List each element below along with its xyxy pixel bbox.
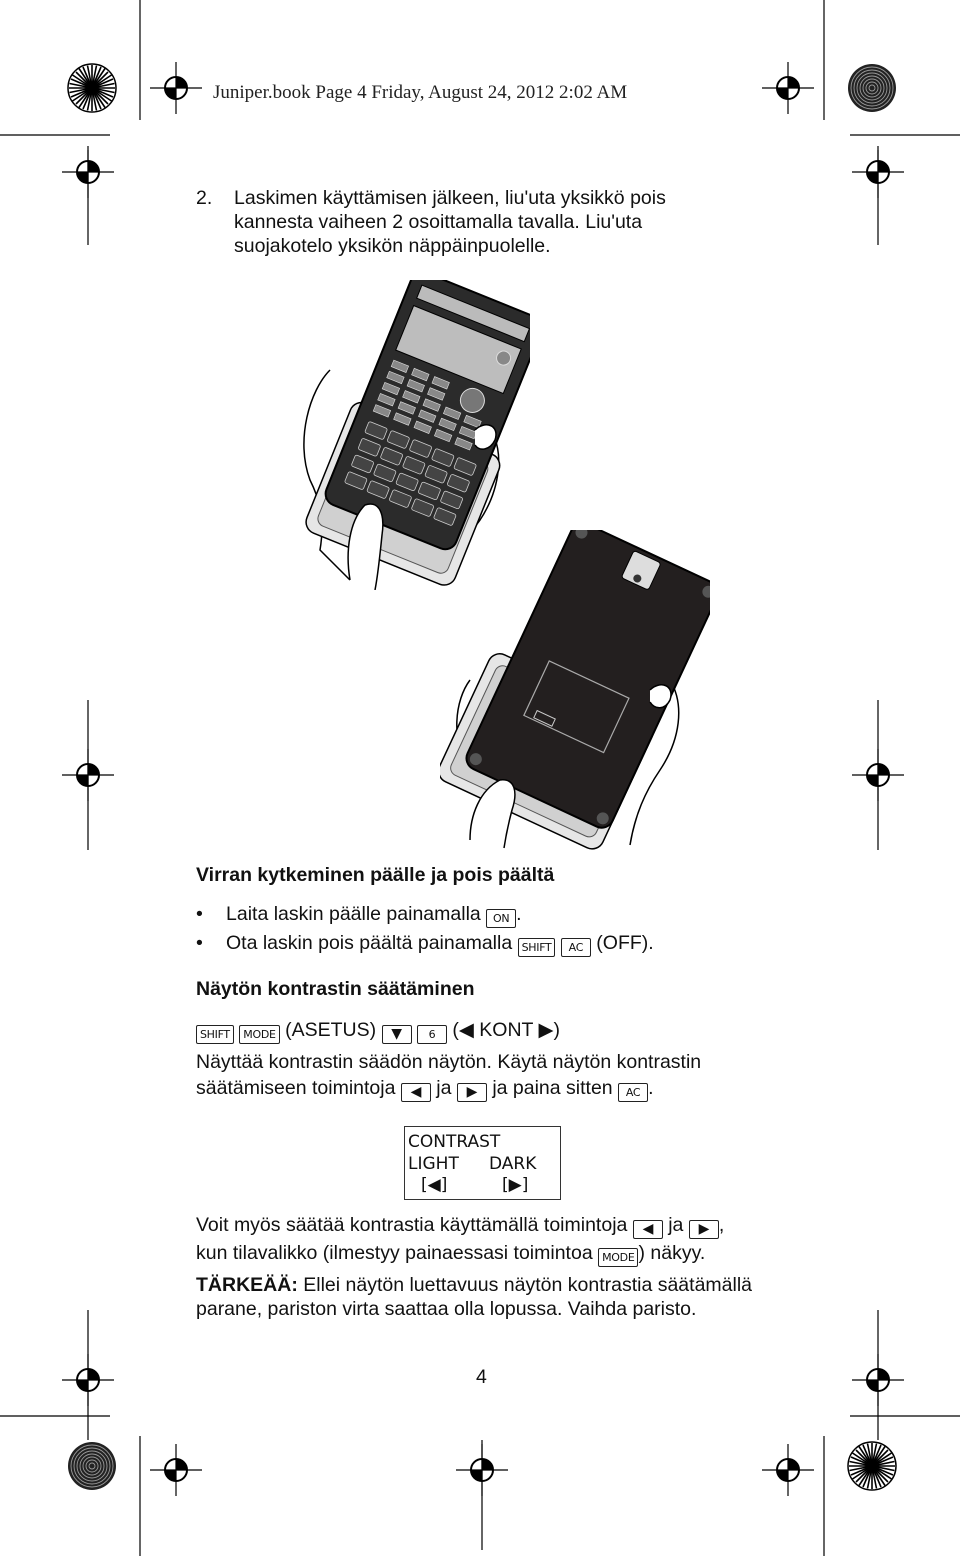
on-key: ON [486, 909, 516, 928]
down-arrow-key: ▼ [382, 1025, 412, 1044]
close-paren: ) [553, 1019, 561, 1041]
off-label: (OFF). [596, 932, 654, 954]
kont-label: KONT [479, 1019, 534, 1041]
right-arrow-key: ▶ [457, 1083, 487, 1102]
calculator-back-illustration [440, 530, 710, 850]
important-label: TÄRKEÄÄ: [196, 1274, 298, 1296]
also-text-b: ja [668, 1214, 684, 1236]
right-triangle-icon: ▶ [538, 1019, 554, 1041]
also-text-c: kun tilavalikko (ilmestyy painaessasi toimintoa [196, 1242, 593, 1264]
step-line-2: kannesta vaiheen 2 osoittamalla tavalla. Liu'uta [234, 211, 643, 233]
comma: , [718, 1214, 725, 1236]
desc-text-a: säätämiseen toimintoja [196, 1077, 396, 1099]
power-off-item [196, 931, 654, 957]
step-line-3: suojakotelo yksikön näppäinpuolelle. [234, 235, 551, 257]
power-on-text: Laita laskin päälle painamalla [226, 903, 481, 925]
screen-light-key: [◀] [421, 1175, 448, 1195]
book-header: Juniper.book Page 4 Friday, August 24, 2012 2:02 AM [213, 82, 628, 103]
mode-key: MODE [239, 1025, 279, 1044]
left-triangle-icon: ◀ [458, 1019, 474, 1041]
contrast-desc-line-1: Näyttää kontrastin säädön näytön. Käytä näytön kontrastin [196, 1051, 702, 1073]
important-text-1: Ellei näytön luettavuus näytön kontrastia säätämällä [297, 1274, 753, 1296]
left-arrow-key: ◀ [401, 1083, 431, 1102]
contrast-desc-line-2 [196, 1076, 654, 1102]
six-key: 6 [417, 1025, 447, 1044]
shift-key: SHIFT [196, 1025, 234, 1044]
also-text-a: Voit myös säätää kontrastia käyttämällä toimintoja [196, 1214, 628, 1236]
setup-label: (ASETUS) [285, 1019, 377, 1041]
desc-text-b: ja [436, 1077, 452, 1099]
screen-dark-key: [▶] [502, 1175, 529, 1195]
shift-key: SHIFT [518, 938, 556, 957]
period: . [516, 903, 522, 925]
also-line-2 [196, 1241, 705, 1267]
bullet-icon: • [196, 932, 203, 954]
also-line-1 [196, 1213, 724, 1239]
page-number: 4 [476, 1366, 487, 1388]
ac-key: AC [561, 938, 591, 957]
period: . [648, 1077, 654, 1099]
desc-text-c: ja paina sitten [492, 1077, 613, 1099]
open-paren: ( [452, 1019, 459, 1041]
screen-title: CONTRAST [408, 1132, 501, 1152]
contrast-screen [404, 1126, 561, 1200]
power-off-text: Ota laskin pois päältä painamalla [226, 932, 513, 954]
important-line-1 [196, 1273, 752, 1297]
screen-dark-label: DARK [489, 1154, 537, 1174]
power-heading: Virran kytkeminen päälle ja pois päältä [196, 864, 555, 886]
contrast-key-sequence [196, 1018, 560, 1044]
contrast-heading: Näytön kontrastin säätäminen [196, 978, 475, 1000]
step-line-1: Laskimen käyttämisen jälkeen, liu'uta yksikkö pois [234, 187, 666, 209]
bullet-icon: • [196, 903, 203, 925]
screen-light-label: LIGHT [408, 1154, 459, 1174]
mode-key: MODE [598, 1248, 638, 1267]
step-number: 2. [196, 187, 213, 209]
important-line-2: parane, pariston virta saattaa olla lopussa. Vaihda paristo. [196, 1298, 697, 1320]
also-text-d: ) näkyy. [638, 1242, 706, 1264]
right-arrow-key: ▶ [689, 1220, 719, 1239]
power-on-item [196, 902, 522, 928]
left-arrow-key: ◀ [633, 1220, 663, 1239]
ac-key: AC [618, 1083, 648, 1102]
